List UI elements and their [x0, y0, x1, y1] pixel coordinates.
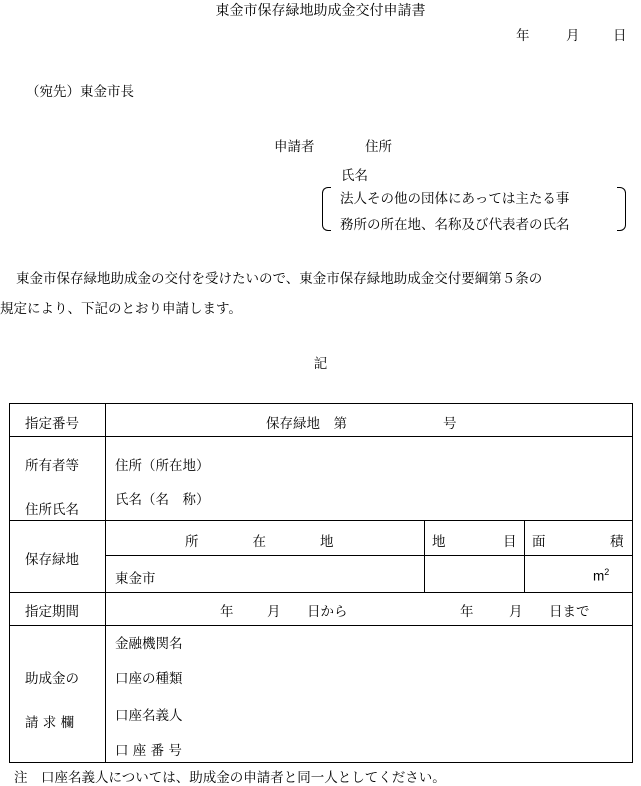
subsidy-claim-label: 助成金の: [25, 671, 79, 687]
designation-number-label: 指定番号: [25, 416, 79, 432]
area-header-2: 積: [610, 534, 624, 550]
date-day-label: 日: [613, 28, 627, 44]
owner-label: 所有者等: [25, 458, 79, 474]
land-category-header-2: 目: [503, 534, 517, 550]
corporate-note-line2: 務所の所在地、名称及び代表者の氏名: [340, 217, 570, 233]
left-bracket: [322, 187, 331, 231]
account-holder-field[interactable]: 口座名義人: [115, 708, 183, 724]
green-area-label: 保存緑地: [25, 552, 79, 568]
account-type-field[interactable]: 口座の種類: [115, 671, 183, 687]
area-unit: $m^2$: [593, 567, 610, 584]
area-header-1: 面: [532, 534, 546, 550]
period-to-day: 日まで: [549, 604, 590, 620]
document-title: 東金市保存緑地助成金交付申請書: [215, 3, 426, 19]
right-bracket: [617, 187, 626, 231]
footnote: 注 口座名義人については、助成金の申請者と同一人としてください。: [14, 770, 446, 786]
applicant-name-label: 氏名: [341, 168, 368, 184]
owner-label-2: 住所氏名: [25, 502, 79, 518]
addressee: （宛先）東金市長: [26, 84, 134, 100]
period-from-year: 年: [220, 604, 234, 620]
date-month-label: 月: [566, 28, 580, 44]
location-header: 所 在 地: [185, 534, 334, 550]
corporate-note: [322, 185, 626, 233]
period-to-year: 年: [460, 604, 474, 620]
owner-address-field[interactable]: 住所（所在地）: [115, 458, 210, 474]
location-city-value[interactable]: 東金市: [115, 571, 156, 587]
period-from-month: 月: [267, 604, 281, 620]
ki-heading: 記: [313, 356, 328, 372]
account-number-field[interactable]: 口 座 番 号: [115, 743, 182, 759]
corporate-note-line1: 法人その他の団体にあっては主たる事: [340, 191, 570, 207]
applicant-label: 申請者: [274, 139, 315, 155]
date-year-label: 年: [516, 28, 530, 44]
owner-name-field[interactable]: 氏名（名 称）: [115, 492, 210, 508]
application-table: [9, 403, 633, 763]
designation-number-prefix: 保存緑地 第: [266, 416, 347, 432]
period-from-day: 日から: [307, 604, 348, 620]
designation-period-label: 指定期間: [25, 604, 79, 620]
land-category-header-1: 地: [432, 534, 446, 550]
subsidy-claim-label-2: 請 求 欄: [25, 715, 75, 731]
statement-line2: 規定により、下記のとおり申請します。: [0, 301, 242, 317]
designation-number-suffix: 号: [443, 416, 457, 432]
period-to-month: 月: [509, 604, 523, 620]
applicant-address-label: 住所: [365, 139, 392, 155]
bank-name-field[interactable]: 金融機関名: [115, 636, 183, 652]
statement-line1: 東金市保存緑地助成金の交付を受けたいので、東金市保存緑地助成金交付要綱第５条の: [16, 271, 543, 287]
application-statement: [0, 264, 641, 324]
